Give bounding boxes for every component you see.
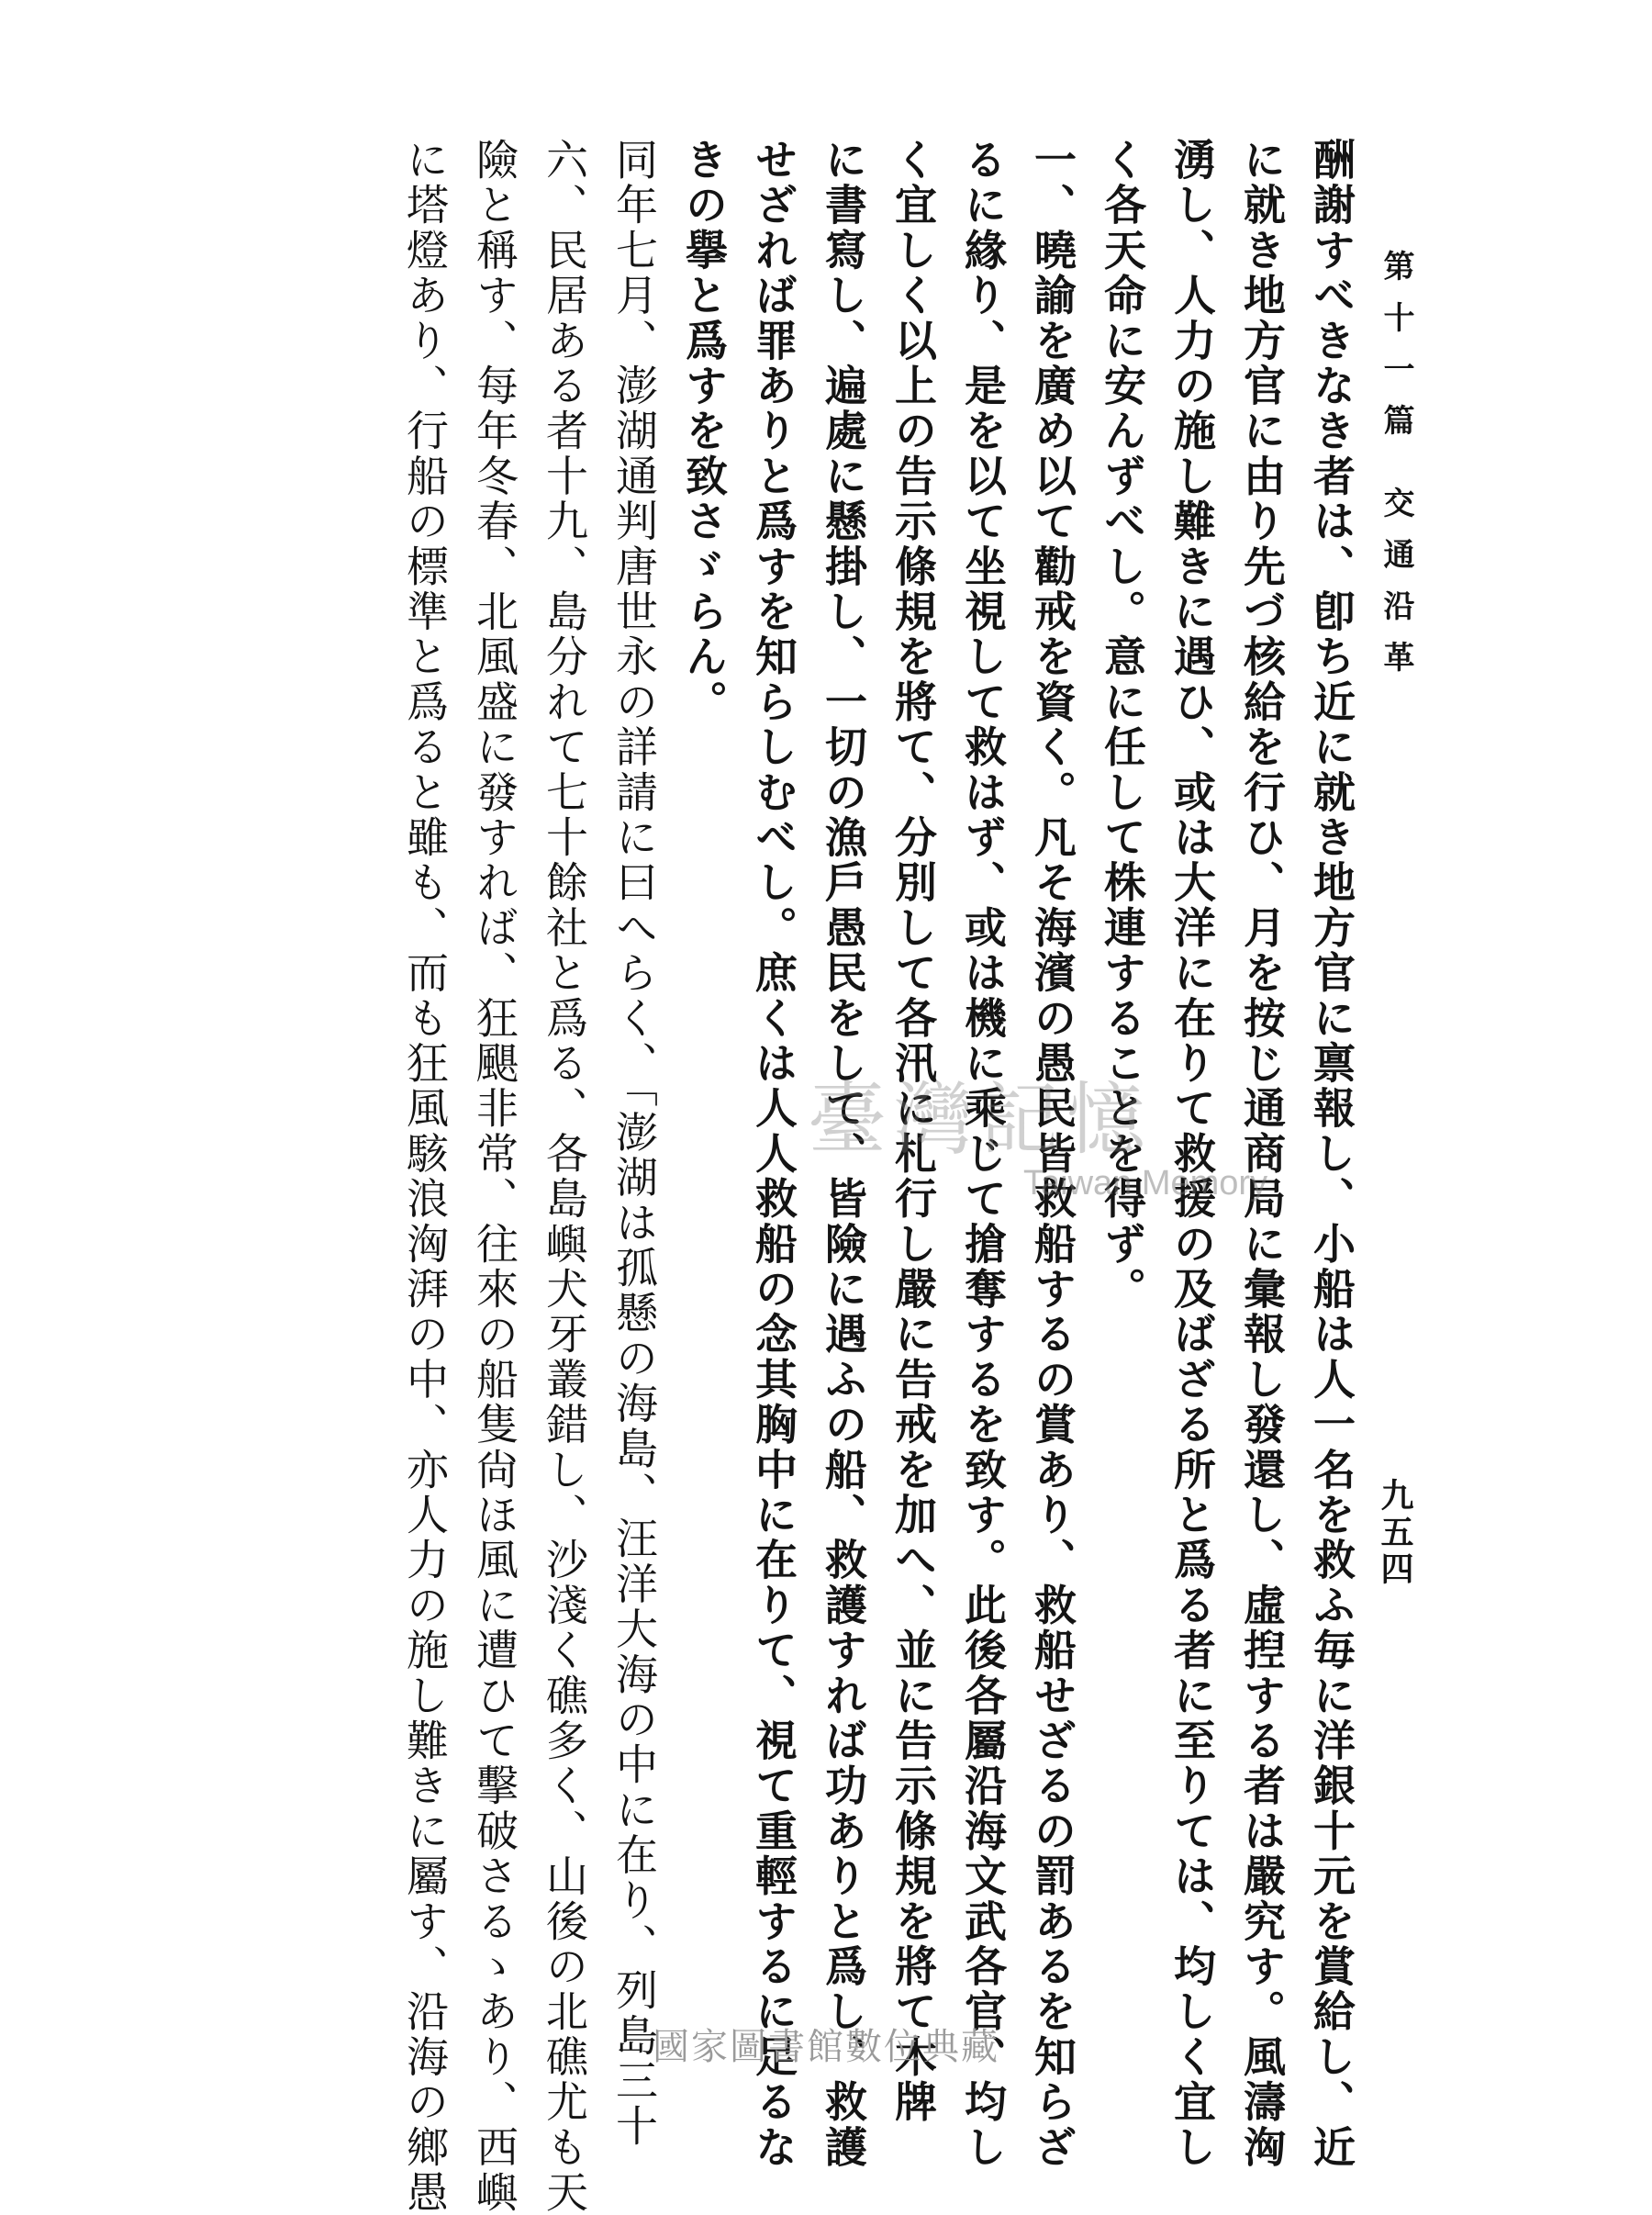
- watermark-logo-text: 臺灣記憶: [808, 1074, 1153, 1166]
- text-column: に塔燈あり、行船の標準と爲ると雖も、而も狂風駭浪洶湃の中、亦人力の施し難きに屬す、沿海の鄉愚: [400, 138, 450, 2215]
- text-column: せざれば罪ありと爲すを知らしむべし。庶くは人人救船の念其胸中に在りて、視て重輕するに足るな: [749, 138, 798, 2170]
- text-column: 一、曉諭を廣め以て勸戒を資く。凡そ海濱の愚民皆救船するの賞あり、救船せざるの罰あるを知らざ: [1028, 138, 1077, 2170]
- text-column: に就き地方官に由り先づ核給を行ひ、月を按じ通商局に彙報し發還し、虛揑する者は嚴究す。風濤洶: [1237, 138, 1287, 2170]
- text-column: るに緣り、是を以て坐視して救はず、或は機に乘じて搶奪するを致す。此後各屬沿海文武各官、均し: [958, 138, 1008, 2170]
- footer-archive-label: 國家圖書館數位典藏: [653, 2026, 999, 2068]
- text-column: 同年七月、澎湖通判唐世永の詳請に曰へらく、「澎湖は孤懸の海島、汪洋大海の中に在り、列島三十: [609, 138, 659, 2149]
- text-column: 酬謝すべきなき者は、卽ち近に就き地方官に禀報し、小船は人一名を救ふ毎に洋銀十元を賞給し、近: [1307, 138, 1356, 2170]
- watermark-english-text: Taiwan Memory: [1023, 1164, 1268, 1203]
- text-column: 險と稱す、每年冬春、北風盛に發すれば、狂颶非常、往來の船隻尙ほ風に遭ひて擊破さるゝあり、西嶼: [470, 138, 519, 2215]
- text-column: 湧し、人力の施し難きに遇ひ、或は大洋に在りて救援の及ばざる所と爲る者に至りては、均しく宜し: [1167, 138, 1217, 2170]
- chapter-header: 第十一篇 交通沿革: [1378, 250, 1414, 692]
- text-column: く各天命に安んずべし。意に任して株連することを得ず。: [1098, 138, 1147, 1313]
- text-column: きの擧と爲すを致さゞらん。: [679, 138, 729, 725]
- text-column: 六、民居ある者十九、島分れて七十餘社と爲る、各島嶼犬牙叢錯し、沙淺く礁多く、山後の北礁尤も天: [540, 138, 589, 2215]
- text-column: く宜しく以上の告示條規を將て、分別して各汛に札行し嚴に告戒を加へ、並に告示條規を將て木牌: [888, 138, 938, 2125]
- text-column: に書寫し、遍處に懸掛し、一切の漁戶愚民をして、皆險に遇ふの船、救護すれば功ありと爲し、救護: [819, 138, 868, 2170]
- page-number: 九五四: [1376, 1478, 1414, 1588]
